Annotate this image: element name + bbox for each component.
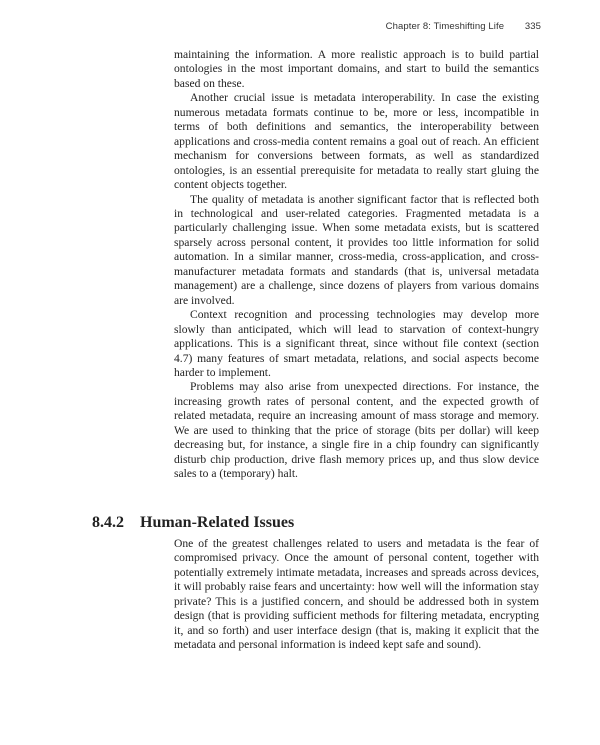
- body-text-section-1: [174, 48, 539, 482]
- chapter-title: Chapter 8: Timeshifting Life: [385, 21, 505, 32]
- paragraph-privacy: One of the greatest challenges related to users and metadata is the fear of compromised privacy. Once the amount of personal content, together with potentially extremely intimate metadata, increases and spreads across devices, it will probably raise fears and uncertainty: how well will the information stay private? This is a justified concern, and should be addressed both in system design (that is providing sufficient methods for filtering metadata, encrypting it, and so forth) and user interface design (that is, making it explicit that the metadata and personal information is indeed kept safe and sound).: [174, 537, 539, 652]
- paragraph-unexpected-problems: Problems may also arise from unexpected directions. For instance, the increasing growth rates of personal content, and the expected growth of related metadata, require an increasing amount of mass storage and memory. We are used to thinking that the price of storage (bits per dollar) will keep decreasing but, for instance, a single fire in a chip foundry can significantly disturb chip production, drive flash memory prices up, and thus slow device sales to a (temporary) halt.: [174, 380, 539, 481]
- body-text-section-2: [174, 537, 539, 653]
- paragraph-metadata-quality: The quality of metadata is another significant factor that is reflected both in technological and user-related categories. Fragmented metadata is a particularly challenging issue. When some metadata exists, but is scattered sparsely across personal content, it provides too little information for solid automation. In a similar manner, cross-media, cross-application, and cross-manufacturer metadata formats and standards (that is, universal metadata management) are a challenge, since dozens of players from various domains are involved.: [174, 192, 539, 307]
- running-head: [386, 21, 541, 32]
- paragraph-context-recognition: Context recognition and processing technologies may develop more slowly than anticipated, which will lead to starvation of context-hungry applications. This is a significant threat, since without file context (section 4.7) many features of smart metadata, relations, and social aspects become harder to implement.: [174, 308, 539, 379]
- paragraph-interoperability: Another crucial issue is metadata interoperability. In case the existing numerous metadata formats continue to be, more or less, incompatible in terms of both definitions and semantics, the interoperability between applications and cross-media content remains a goal out of reach. An efficient mechanism for conversions between formats, as well as standardized ontologies, is an essential prerequisite for metadata to really start gluing the content objects together.: [174, 91, 539, 192]
- section-title: Human-Related Issues: [140, 514, 295, 531]
- page-number: 335: [524, 21, 541, 32]
- section-number: 8.4.2: [92, 514, 124, 531]
- paragraph-continued: maintaining the information. A more realistic approach is to build partial ontologies in the most important domains, and start to build the semantics based on these.: [174, 48, 539, 90]
- section-heading: [92, 514, 294, 532]
